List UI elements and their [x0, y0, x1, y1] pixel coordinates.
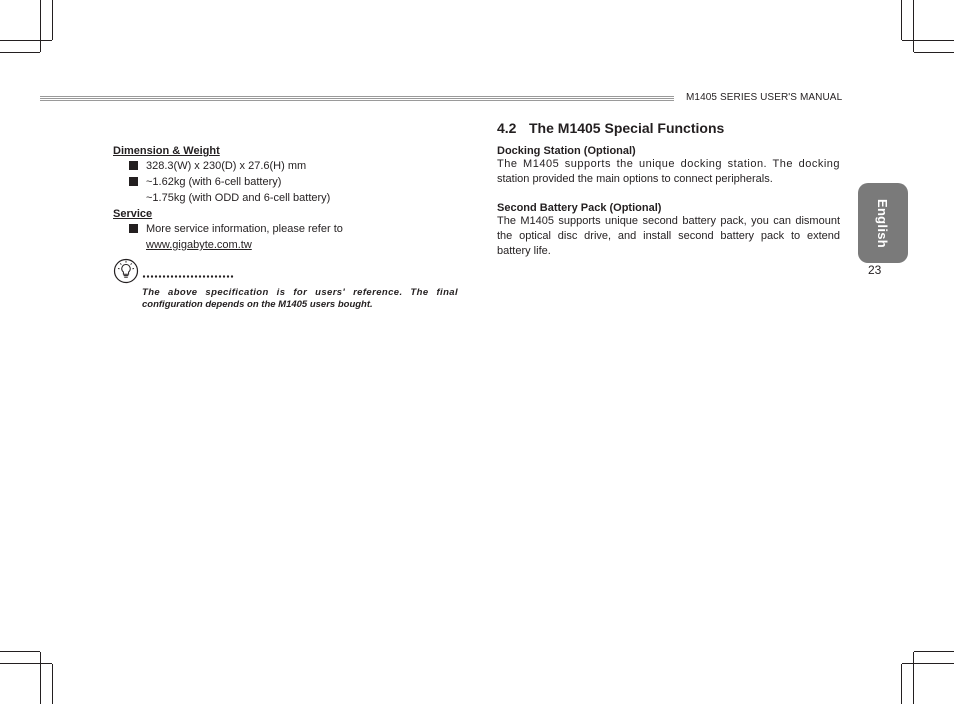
bullet-icon	[129, 177, 138, 186]
note-dotted-rule	[142, 275, 234, 278]
service-heading: Service	[113, 208, 153, 220]
docking-line: station provided the main options to connect peripherals.	[497, 173, 773, 185]
crop-mark-br-v	[913, 652, 914, 704]
dimension-heading: Dimension & Weight	[113, 145, 220, 157]
battery-heading: Second Battery Pack (Optional)	[497, 202, 662, 214]
bullet-icon	[129, 224, 138, 233]
dimension-item: ~1.75kg (with ODD and 6-cell battery)	[146, 192, 331, 204]
docking-heading: Docking Station (Optional)	[497, 145, 636, 157]
section-title-text: The M1405 Special Functions	[529, 120, 725, 136]
crop-mark-br-v2	[901, 664, 902, 704]
crop-mark-br-h	[902, 663, 954, 664]
note-line: configuration depends on the M1405 users bought.	[142, 299, 373, 310]
battery-line: The M1405 supports unique second battery pack, you can dismount	[497, 215, 840, 227]
language-tab-label-wrap	[858, 183, 908, 263]
crop-mark-tl-h2	[0, 52, 40, 53]
lightbulb-icon	[113, 258, 139, 284]
docking-line: The M1405 supports the unique docking station. The docking	[497, 158, 840, 170]
crop-mark-tr-h2	[914, 52, 954, 53]
page-number: 23	[868, 263, 882, 277]
note-text	[142, 287, 458, 311]
language-tab-label: English	[875, 198, 891, 248]
manual-title: M1405 SERIES USER'S MANUAL	[686, 92, 843, 103]
crop-mark-tl-h	[0, 40, 52, 41]
note-line: The above specification is for users' reference. The final	[142, 287, 458, 298]
crop-mark-tr-v	[913, 0, 914, 52]
crop-mark-bl-v	[40, 652, 41, 704]
crop-mark-tl-v2	[52, 0, 53, 40]
battery-line: the optical disc drive, and install second battery pack to extend	[497, 230, 840, 242]
battery-paragraph	[497, 214, 840, 259]
service-text: More service information, please refer to	[146, 223, 343, 235]
crop-mark-br-h2	[914, 651, 954, 652]
crop-mark-bl-h	[0, 663, 52, 664]
header-rule	[40, 96, 674, 101]
service-link[interactable]: www.gigabyte.com.tw	[146, 239, 252, 251]
docking-paragraph	[497, 157, 840, 187]
battery-line: battery life.	[497, 245, 551, 257]
crop-mark-bl-v2	[52, 664, 53, 704]
dimension-item: ~1.62kg (with 6-cell battery)	[146, 176, 282, 188]
section-number: 4.2	[497, 120, 517, 136]
crop-mark-tl-v	[40, 0, 41, 52]
dimension-item: 328.3(W) x 230(D) x 27.6(H) mm	[146, 160, 307, 172]
crop-mark-bl-h2	[0, 651, 40, 652]
bullet-icon	[129, 161, 138, 170]
crop-mark-tr-h	[902, 40, 954, 41]
section-title	[497, 120, 724, 136]
crop-mark-tr-v2	[901, 0, 902, 40]
